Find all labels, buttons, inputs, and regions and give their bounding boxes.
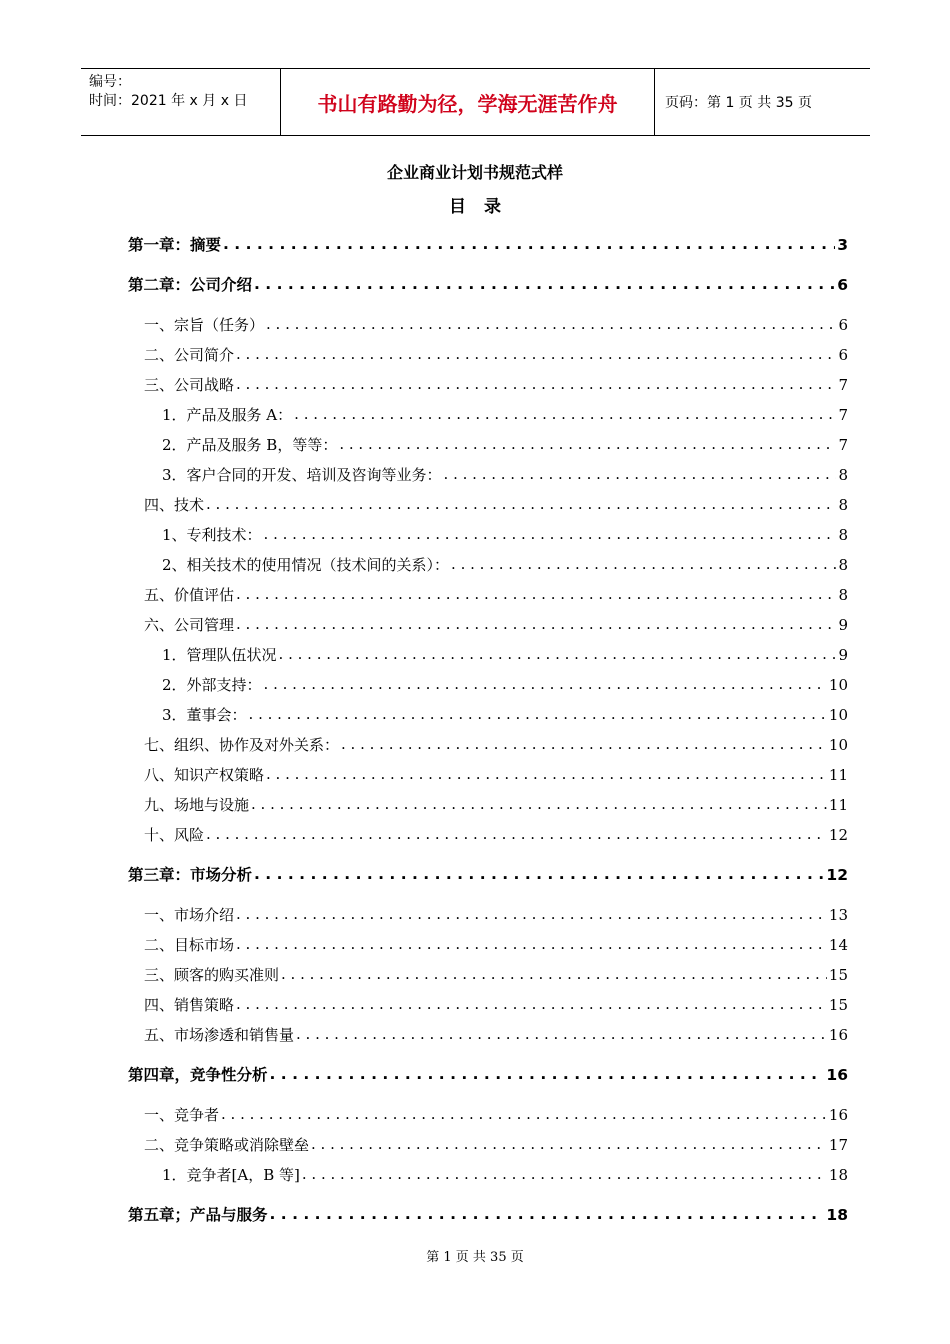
toc-entry[interactable] [128,899,848,925]
toc-heading: 目录 [449,197,519,217]
toc-entry-label: 3．客户合同的开发、培训及咨询等业务： [162,466,442,484]
toc-entry-page: 18 [828,1166,848,1184]
toc-entry-label: 第四章，竞争性分析 [128,1066,268,1084]
header-page-info: 页码：第 1 页 共 35 页 [665,95,812,111]
toc-entry-page: 7 [838,406,848,424]
toc-entry-page: 9 [838,616,848,634]
toc-entry-label: 十、风险 [144,826,205,844]
toc-dot-leader [311,1134,827,1154]
toc-entry-page: 12 [826,866,848,884]
time-label: 时间：2021 年 x 月 x 日 [89,93,248,109]
toc-entry[interactable] [128,1159,848,1185]
toc-entry-page: 7 [838,436,848,454]
toc-entry[interactable] [128,989,848,1015]
toc-dot-leader [296,1024,827,1044]
toc-entry-label: 1．管理队伍状况 [162,646,277,664]
toc-entry-label: 四、技术 [144,496,205,514]
toc-entry-label: 一、市场介绍 [144,906,235,924]
toc-dot-leader [251,794,827,814]
toc-entry-label: 第五章；产品与服务 [128,1206,268,1224]
toc-entry-page: 8 [838,586,848,604]
toc-entry-page: 6 [838,346,848,364]
toc-entry[interactable] [128,669,848,695]
toc-entry[interactable] [128,549,848,575]
toc-dot-leader [264,674,827,694]
toc-entry-page: 7 [838,376,848,394]
toc-entry-label: 三、公司战略 [144,376,235,394]
document-title: 企业商业计划书规范式样 [386,163,563,182]
toc-entry[interactable] [128,729,848,755]
toc-dot-leader [254,274,835,294]
toc-dot-leader [302,1164,827,1184]
toc-entry-page: 6 [838,316,848,334]
toc-entry[interactable] [128,929,848,955]
toc-entry-label: 1．产品及服务 A： [162,406,293,424]
toc-entry[interactable] [128,459,848,485]
toc-entry-page: 11 [828,796,848,814]
toc-entry[interactable] [128,339,848,365]
toc-entry[interactable] [128,1059,848,1085]
toc-entry-page: 16 [828,1106,848,1124]
toc-dot-leader [270,1204,825,1224]
page-footer: 第 1 页 共 35 页 [426,1250,524,1265]
toc-dot-leader [223,234,835,254]
toc-entry-page: 6 [837,276,848,294]
number-label: 编号： [89,74,131,90]
toc-entry-page: 18 [826,1206,848,1224]
toc-dot-leader [236,934,827,954]
header-motto: 书山有路勤为径，学海无涯苦作舟 [281,69,655,135]
toc-entry-page: 12 [828,826,848,844]
toc-entry[interactable] [128,1129,848,1155]
toc-dot-leader [341,734,827,754]
toc-entry[interactable] [128,1199,848,1225]
toc-entry-label: 1、专利技术： [162,526,262,544]
toc-entry[interactable] [128,1099,848,1125]
toc-dot-leader [206,494,836,514]
toc-entry-page: 17 [828,1136,848,1154]
toc-dot-leader [236,994,827,1014]
toc-dot-leader [451,554,836,574]
toc-entry[interactable] [128,269,848,295]
toc-entry-page: 15 [828,996,848,1014]
toc-entry-page: 8 [838,466,848,484]
toc-entry[interactable] [128,1019,848,1045]
toc-entry-label: 3．董事会： [162,706,247,724]
toc-entry-label: 第二章：公司介绍 [128,276,253,294]
toc-entry-page: 10 [828,676,848,694]
toc-dot-leader [444,464,837,484]
toc-entry-page: 9 [838,646,848,664]
toc-entry[interactable] [128,699,848,725]
toc-entry-label: 一、竞争者 [144,1106,220,1124]
toc-dot-leader [281,964,827,984]
toc-entry-page: 8 [838,556,848,574]
toc-entry-label: 四、销售策略 [144,996,235,1014]
toc-dot-leader [236,904,827,924]
toc-entry-page: 10 [828,706,848,724]
toc-entry[interactable] [128,819,848,845]
toc-entry-label: 五、市场渗透和销售量 [144,1026,295,1044]
toc-entry[interactable] [128,789,848,815]
toc-entry[interactable] [128,759,848,785]
toc-entry-label: 六、公司管理 [144,616,235,634]
toc-entry-label: 二、公司简介 [144,346,235,364]
header-meta [81,69,281,135]
page-header [81,68,870,136]
toc-entry-label: 2、相关技术的使用情况（技术间的关系）： [162,556,450,574]
toc-entry[interactable] [128,859,848,885]
toc-entry-label: 第一章：摘要 [128,236,222,254]
toc-dot-leader [236,584,836,604]
toc-entry[interactable] [128,229,848,255]
toc-entry[interactable] [128,579,848,605]
toc-dot-leader [339,434,836,454]
toc-entry-label: 二、竞争策略或消除壁垒 [144,1136,310,1154]
toc-entry-page: 10 [828,736,848,754]
toc-dot-leader [206,824,827,844]
toc-entry-label: 2．外部支持： [162,676,262,694]
toc-dot-leader [236,614,836,634]
toc-dot-leader [264,524,837,544]
toc-dot-leader [221,1104,827,1124]
toc-dot-leader [254,864,824,884]
toc-entry-page: 3 [837,236,848,254]
toc-dot-leader [236,374,836,394]
toc-entry-page: 8 [838,526,848,544]
toc-entry[interactable] [128,369,848,395]
toc-entry-page: 13 [828,906,848,924]
toc-entry-label: 二、目标市场 [144,936,235,954]
toc-entry-label: 五、价值评估 [144,586,235,604]
toc-dot-leader [279,644,837,664]
toc-entry-label: 三、顾客的购买准则 [144,966,280,984]
toc-dot-leader [266,314,836,334]
toc-entry-page: 8 [838,496,848,514]
toc-dot-leader [236,344,836,364]
toc-entry[interactable] [128,519,848,545]
toc-entry-label: 2．产品及服务 B，等等： [162,436,338,454]
toc-entry-page: 15 [828,966,848,984]
toc-entry-page: 11 [828,766,848,784]
toc-entry-page: 16 [828,1026,848,1044]
toc-entry[interactable] [128,639,848,665]
toc-entry-label: 七、组织、协作及对外关系： [144,736,340,754]
toc-dot-leader [266,764,827,784]
toc-entry-label: 第三章：市场分析 [128,866,253,884]
toc-dot-leader [270,1064,825,1084]
toc-entry-label: 一、宗旨（任务） [144,316,265,334]
toc-entry[interactable] [128,399,848,425]
toc-entry-page: 16 [826,1066,848,1084]
toc-entry[interactable] [128,429,848,455]
toc-entry-label: 九、场地与设施 [144,796,250,814]
toc-dot-leader [294,404,836,424]
toc-entry-page: 14 [828,936,848,954]
toc-entry[interactable] [128,489,848,515]
toc-entry[interactable] [128,309,848,335]
toc-dot-leader [249,704,827,724]
toc-entry-label: 1．竞争者[A，B 等] [162,1166,300,1184]
toc-entry[interactable] [128,609,848,635]
toc-entry[interactable] [128,959,848,985]
toc-entry-label: 八、知识产权策略 [144,766,265,784]
